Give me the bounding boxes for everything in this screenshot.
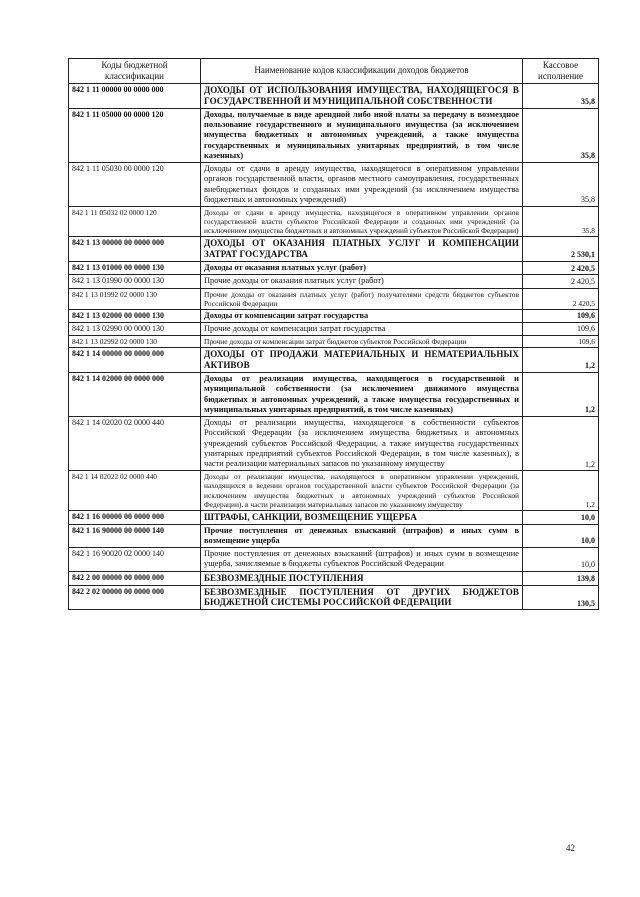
row-code: 842 1 13 02000 00 0000 130 (69, 309, 201, 322)
row-name: ДОХОДЫ ОТ ПРОДАЖИ МАТЕРИАЛЬНЫХ И НЕМАТЕРИАЛЬНЫХ АКТИВОВ (201, 348, 523, 373)
row-name: Прочие доходы от компенсации затрат государства (201, 322, 523, 335)
row-code: 842 1 16 00000 00 0000 000 (69, 510, 201, 524)
table-row (69, 571, 599, 585)
table-row (69, 237, 599, 262)
table-row (69, 163, 599, 207)
row-code: 842 1 11 05032 02 0000 120 (69, 207, 201, 237)
row-code: 842 1 13 00000 00 0000 000 (69, 237, 201, 262)
table-row (69, 309, 599, 322)
row-code: 842 1 16 90020 02 0000 140 (69, 548, 201, 572)
table-row (69, 336, 599, 348)
row-name: Доходы от компенсации затрат государства (201, 309, 523, 322)
row-code: 842 1 13 01992 02 0000 130 (69, 288, 201, 309)
row-name: Доходы от реализации имущества, находящегося в оперативном управлении учреждений, находящихся в ведении органов государственной власти субъектов Российской Федерации (за исключением имущества бюджетных и автономных учреждений субъектов Российской Федерации), в части реализации материальных запасов по указанному имуществу (201, 471, 523, 510)
row-code: 842 1 13 01000 00 0000 130 (69, 262, 201, 275)
row-name: Прочие поступления от денежных взысканий (штрафов) и иных сумм в возмещение ущерба (201, 524, 523, 548)
row-value: 35,8 (523, 207, 599, 237)
row-name: БЕЗВОЗМЕЗДНЫЕ ПОСТУПЛЕНИЯ (201, 571, 523, 585)
row-name: Доходы, получаемые в виде арендной либо иной платы за передачу в возмездное пользование государственного и муниципального имущества (за исключением имущества бюджетных и автономных учреждений, а также имущества государственных и муниципальных унитарных предприятий, в том числе казенных) (201, 108, 523, 162)
row-value: 130,5 (523, 585, 599, 610)
row-value: 10,0 (523, 510, 599, 524)
header-name: Наименование кодов классификации доходов бюджетов (201, 59, 523, 84)
row-value: 2 420,5 (523, 275, 599, 288)
row-code: 842 1 11 00000 00 0000 000 (69, 83, 201, 108)
header-code: Коды бюджетной классификации (69, 59, 201, 84)
row-value: 35,8 (523, 108, 599, 162)
row-value: 1,2 (523, 348, 599, 373)
row-code: 842 1 14 00000 00 0000 000 (69, 348, 201, 373)
row-name: ШТРАФЫ, САНКЦИИ, ВОЗМЕЩЕНИЕ УЩЕРБА (201, 510, 523, 524)
row-code: 842 2 02 00000 00 0000 000 (69, 585, 201, 610)
table-row (69, 548, 599, 572)
table-row (69, 275, 599, 288)
table-row (69, 207, 599, 237)
row-name: ДОХОДЫ ОТ ОКАЗАНИЯ ПЛАТНЫХ УСЛУГ И КОМПЕНСАЦИИ ЗАТРАТ ГОСУДАРСТВА (201, 237, 523, 262)
table-row (69, 585, 599, 610)
table-row (69, 417, 599, 471)
row-value: 1,2 (523, 471, 599, 510)
row-name: Прочие доходы от оказания платных услуг (работ) (201, 275, 523, 288)
row-value: 35,8 (523, 83, 599, 108)
row-code: 842 1 11 05000 00 0000 120 (69, 108, 201, 162)
table-row (69, 288, 599, 309)
row-value: 2 530,1 (523, 237, 599, 262)
revenue-table (68, 58, 599, 610)
row-name: Доходы от реализации имущества, находящегося в собственности субъектов Российской Федерации (за исключением имущества бюджетных и автономных учреждений субъектов Российской Федерации, а также имущества государственных унитарных предприятий субъектов Российской Федерации, в том числе казенных), в части реализации материальных запасов по указанному имуществу (201, 417, 523, 471)
table-row (69, 471, 599, 510)
row-value: 2 420,5 (523, 288, 599, 309)
row-code: 842 1 13 02992 02 0000 130 (69, 336, 201, 348)
table-row (69, 108, 599, 162)
row-name: БЕЗВОЗМЕЗДНЫЕ ПОСТУПЛЕНИЯ ОТ ДРУГИХ БЮДЖЕТОВ БЮДЖЕТНОЙ СИСТЕМЫ РОССИЙСКОЙ ФЕДЕРАЦИИ (201, 585, 523, 610)
row-name: Доходы от реализации имущества, находящегося в государственной и муниципальной собственности (за исключением движимого имущества бюджетных и автономных учреждений, а также имущества государственных и муниципальных унитарных предприятий, в том числе казенных) (201, 373, 523, 417)
row-value: 1,2 (523, 373, 599, 417)
row-value: 109,6 (523, 336, 599, 348)
table-row (69, 262, 599, 275)
row-value: 10,0 (523, 524, 599, 548)
table-row (69, 510, 599, 524)
table-row (69, 373, 599, 417)
row-name: ДОХОДЫ ОТ ИСПОЛЬЗОВАНИЯ ИМУЩЕСТВА, НАХОДЯЩЕГОСЯ В ГОСУДАРСТВЕННОЙ И МУНИЦИПАЛЬНОЙ СОБСТВЕННОСТИ (201, 83, 523, 108)
row-code: 842 1 14 02022 02 0000 440 (69, 471, 201, 510)
row-value: 1,2 (523, 417, 599, 471)
row-name: Прочие поступления от денежных взысканий (штрафов) и иных сумм в возмещение ущерба, зачисляемые в бюджеты субъектов Российской Федерации (201, 548, 523, 572)
row-name: Прочие доходы от оказания платных услуг (работ) получателями средств бюджетов субъектов Российской Федерации (201, 288, 523, 309)
row-name: Доходы от сдачи в аренду имущества, находящегося в оперативном управлении органов государственной власти субъектов Российской Федерации и созданных ими учреждений (за исключением имущества бюджетных и автономных учреждений субъектов Российской Федерации) (201, 207, 523, 237)
table-header-row (69, 59, 599, 84)
row-code: 842 1 13 01990 00 0000 130 (69, 275, 201, 288)
row-name: Доходы от оказания платных услуг (работ) (201, 262, 523, 275)
row-code: 842 1 13 02990 00 0000 130 (69, 322, 201, 335)
header-value: Кассовое исполнение (523, 59, 599, 84)
row-name: Доходы от сдачи в аренду имущества, находящегося в оперативном управлении органов государственной власти, органов местного самоуправления, государственных внебюджетных фондов и созданных ими учреждений (за исключением имущества бюджетных и автономных учреждений) (201, 163, 523, 207)
row-value: 10,0 (523, 548, 599, 572)
row-code: 842 1 14 02020 02 0000 440 (69, 417, 201, 471)
row-value: 109,6 (523, 322, 599, 335)
row-code: 842 1 11 05030 00 0000 120 (69, 163, 201, 207)
page-number: 42 (566, 843, 575, 853)
table-row (69, 322, 599, 335)
row-value: 109,6 (523, 309, 599, 322)
row-value: 2 420,5 (523, 262, 599, 275)
table-row (69, 524, 599, 548)
row-name: Прочие доходы от компенсации затрат бюджетов субъектов Российской Федерации (201, 336, 523, 348)
table-body (69, 83, 599, 610)
table-row (69, 348, 599, 373)
row-code: 842 2 00 00000 00 0000 000 (69, 571, 201, 585)
row-value: 139,8 (523, 571, 599, 585)
row-value: 35,8 (523, 163, 599, 207)
row-code: 842 1 14 02000 00 0000 000 (69, 373, 201, 417)
table-row (69, 83, 599, 108)
row-code: 842 1 16 90000 00 0000 140 (69, 524, 201, 548)
